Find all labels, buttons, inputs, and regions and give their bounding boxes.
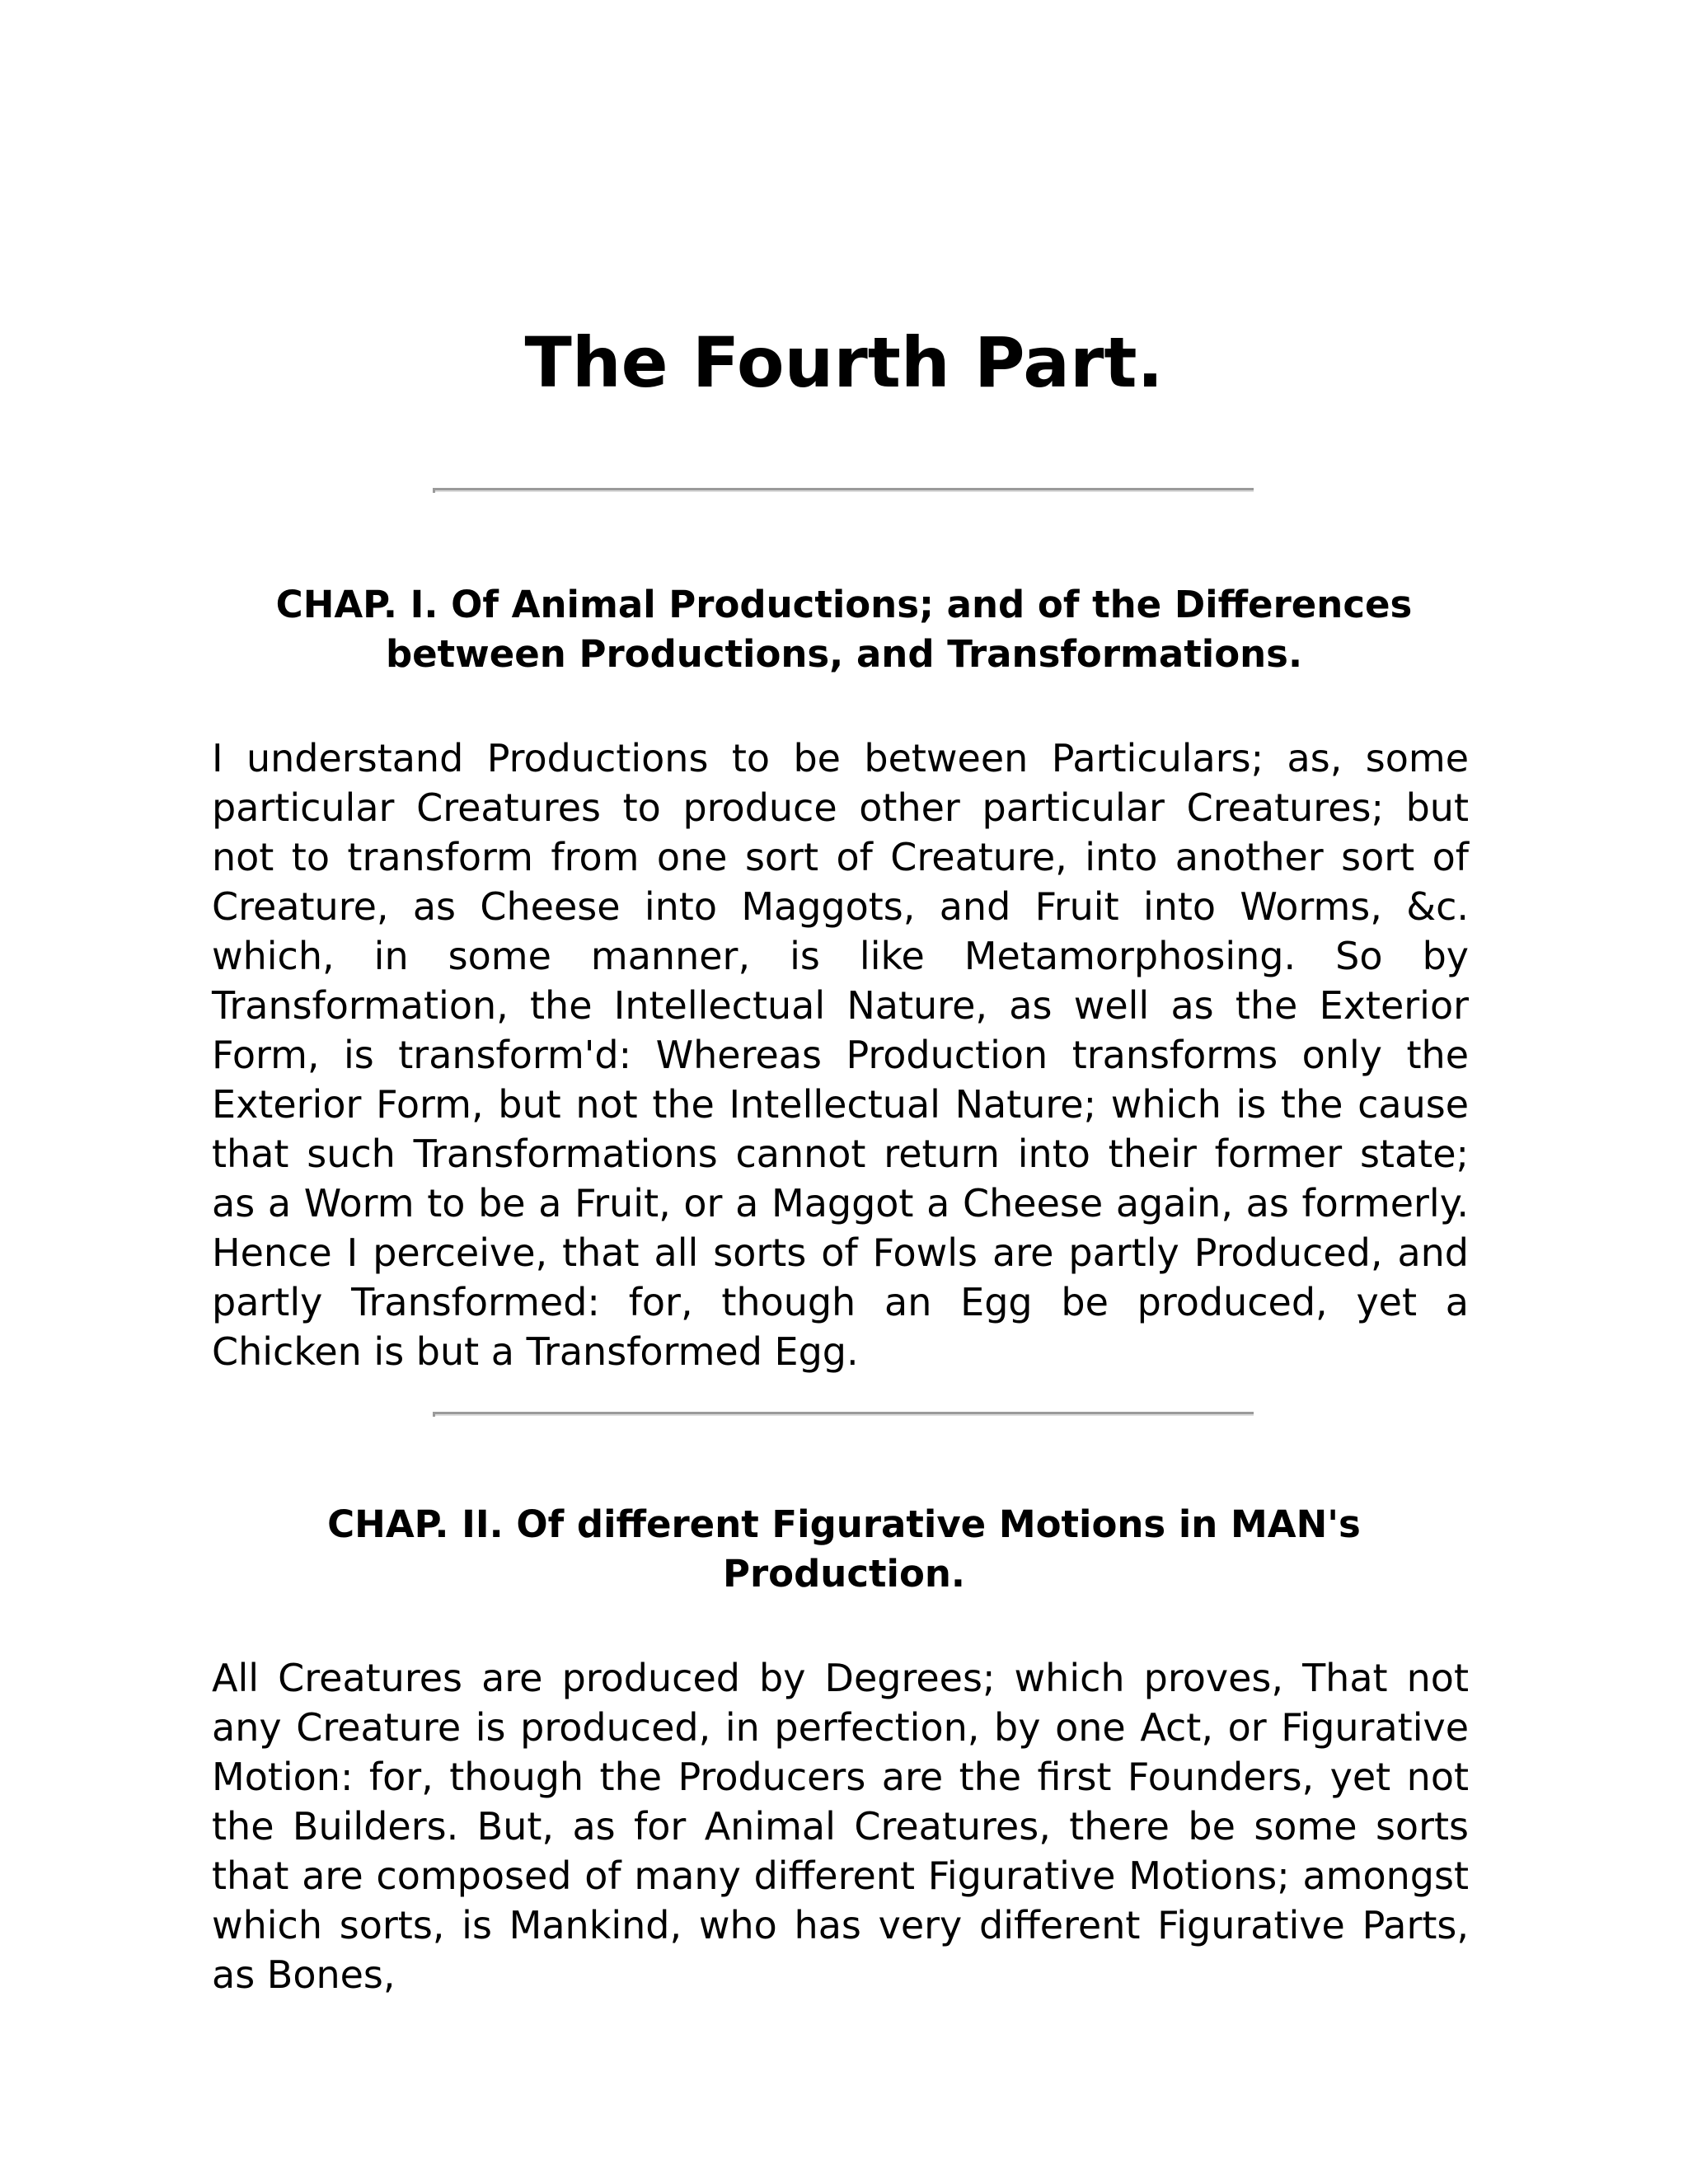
part-title: The Fourth Part. (524, 322, 1164, 403)
horizontal-divider (433, 1412, 1254, 1416)
chapter-2-paragraph: All Creatures are produced by Degrees; which proves, That not any Creature is produced, in perfection, by one Act, or Figurative Motion: for, though the Producers are the first Founders, yet not the Builders. But, as for Animal Creatures, there be some sorts that are composed of many different Figurative Motions; amongst which sorts, is Mankind, who has very different Figurative Parts, as Bones, (212, 1656, 1469, 1997)
chapter-2-title: CHAP. II. Of different Figurative Motions in MAN's Production. (327, 1502, 1361, 1596)
chapter-1-title: CHAP. I. Of Animal Productions; and of the Differences between Productions, and Transformations. (275, 583, 1413, 676)
horizontal-divider (433, 488, 1254, 492)
chapter-1-paragraph: I understand Productions to be between Particulars; as, some particular Creatures to produce other particular Creatures; but not to transform from one sort of Creature, into another sort of Creature, as Cheese into Maggots, and Fruit into Worms, &c. which, in some manner, is like Metamorphosing. So by Transformation, the Intellectual Nature, as well as the Exterior Form, is transform'd: Whereas Production transforms only the Exterior Form, but not the Intellectual Nature; which is the cause that such Transformations cannot return into their former state; as a Worm to be a Fruit, or a Maggot a Cheese again, as formerly. Hence I perceive, that all sorts of Fowls are partly Produced, and partly Transformed: for, though an Egg be produced, yet a Chicken is but a Transformed Egg. (212, 736, 1469, 1374)
